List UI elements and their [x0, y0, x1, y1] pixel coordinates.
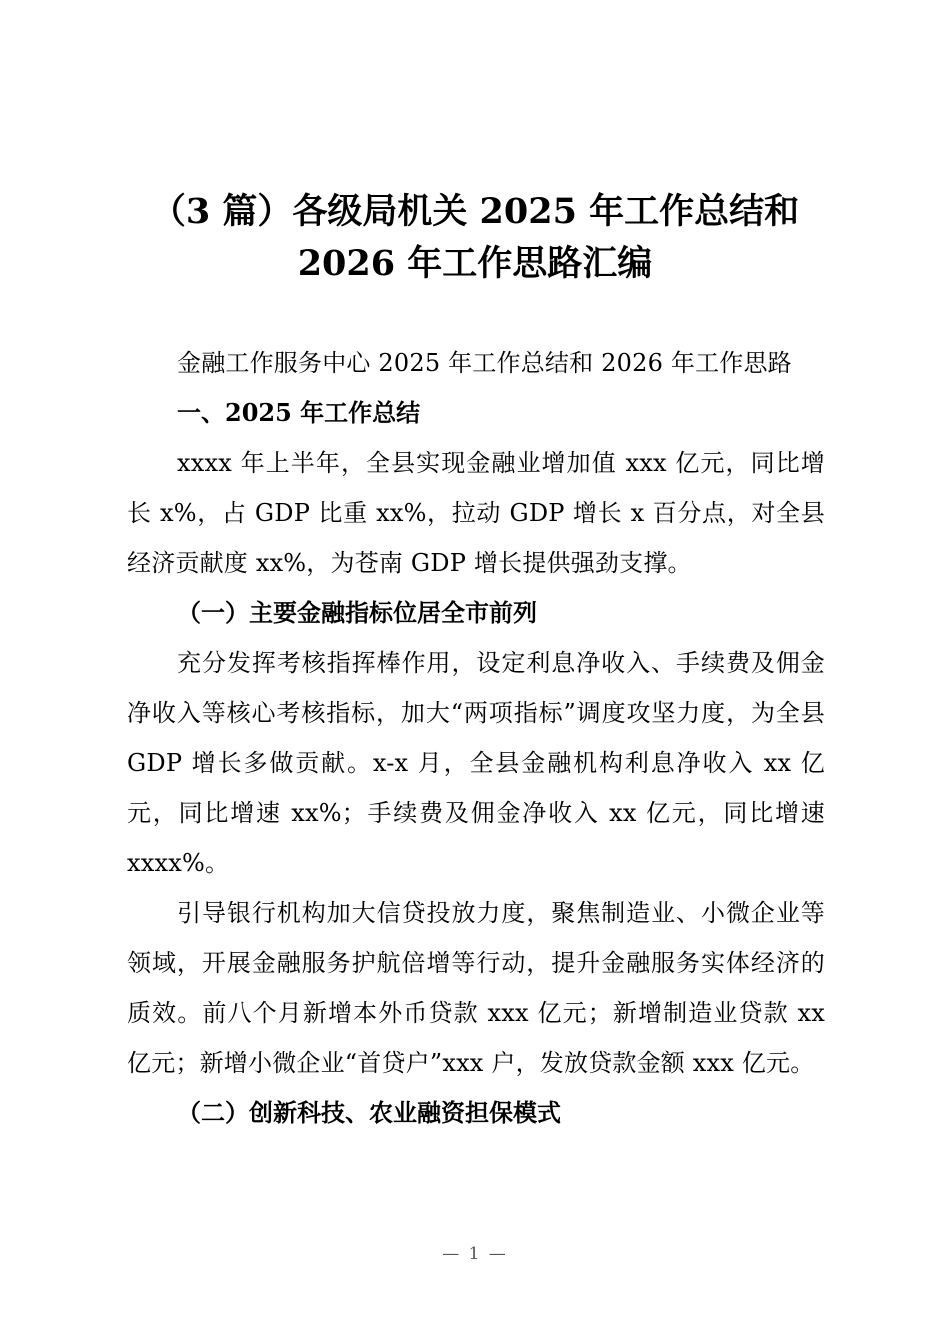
document-subtitle: 金融工作服务中心 2025 年工作总结和 2026 年工作思路: [177, 349, 792, 377]
subsection-heading-2: （二）创新科技、农业融资担保模式: [177, 1098, 561, 1127]
page-number: — 1 —: [442, 1244, 508, 1264]
paragraph-1: xxxx 年上半年，全县实现金融业增加值 xxx 亿元，同比增长 x%，占 GDP 比重 xx%，拉动 GDP 增长 x 百分点，对全县经济贡献度 xx%，为苍南 GDP 增长提供强劲支撑。: [127, 449, 825, 577]
document-body: [127, 338, 825, 1138]
paragraph-2: 充分发挥考核指挥棒作用，设定利息净收入、手续费及佣金净收入等核心考核指标，加大“两项指标”调度攻坚力度，为全县 GDP 增长多做贡献。x-x 月，全县金融机构利息净收入 xx 亿元，同比增速 xx%；手续费及佣金净收入 xx 亿元，同比增速 xxxx%。: [127, 649, 825, 877]
title-line-1: （3 篇）各级局机关 2025 年工作总结和: [150, 191, 800, 232]
document-title: [100, 186, 850, 290]
section-heading-1: 一、2025 年工作总结: [177, 398, 421, 427]
subsection-heading-1: （一）主要金融指标位居全市前列: [177, 598, 537, 627]
title-line-2: 2026 年工作思路汇编: [297, 243, 653, 284]
paragraph-3: 引导银行机构加大信贷投放力度，聚焦制造业、小微企业等领域，开展金融服务护航倍增等行动，提升金融服务实体经济的质效。前八个月新增本外币贷款 xxx 亿元；新增制造业贷款 xx 亿元；新增小微企业“首贷户”xxx 户，发放贷款金额 xxx 亿元。: [127, 899, 825, 1077]
